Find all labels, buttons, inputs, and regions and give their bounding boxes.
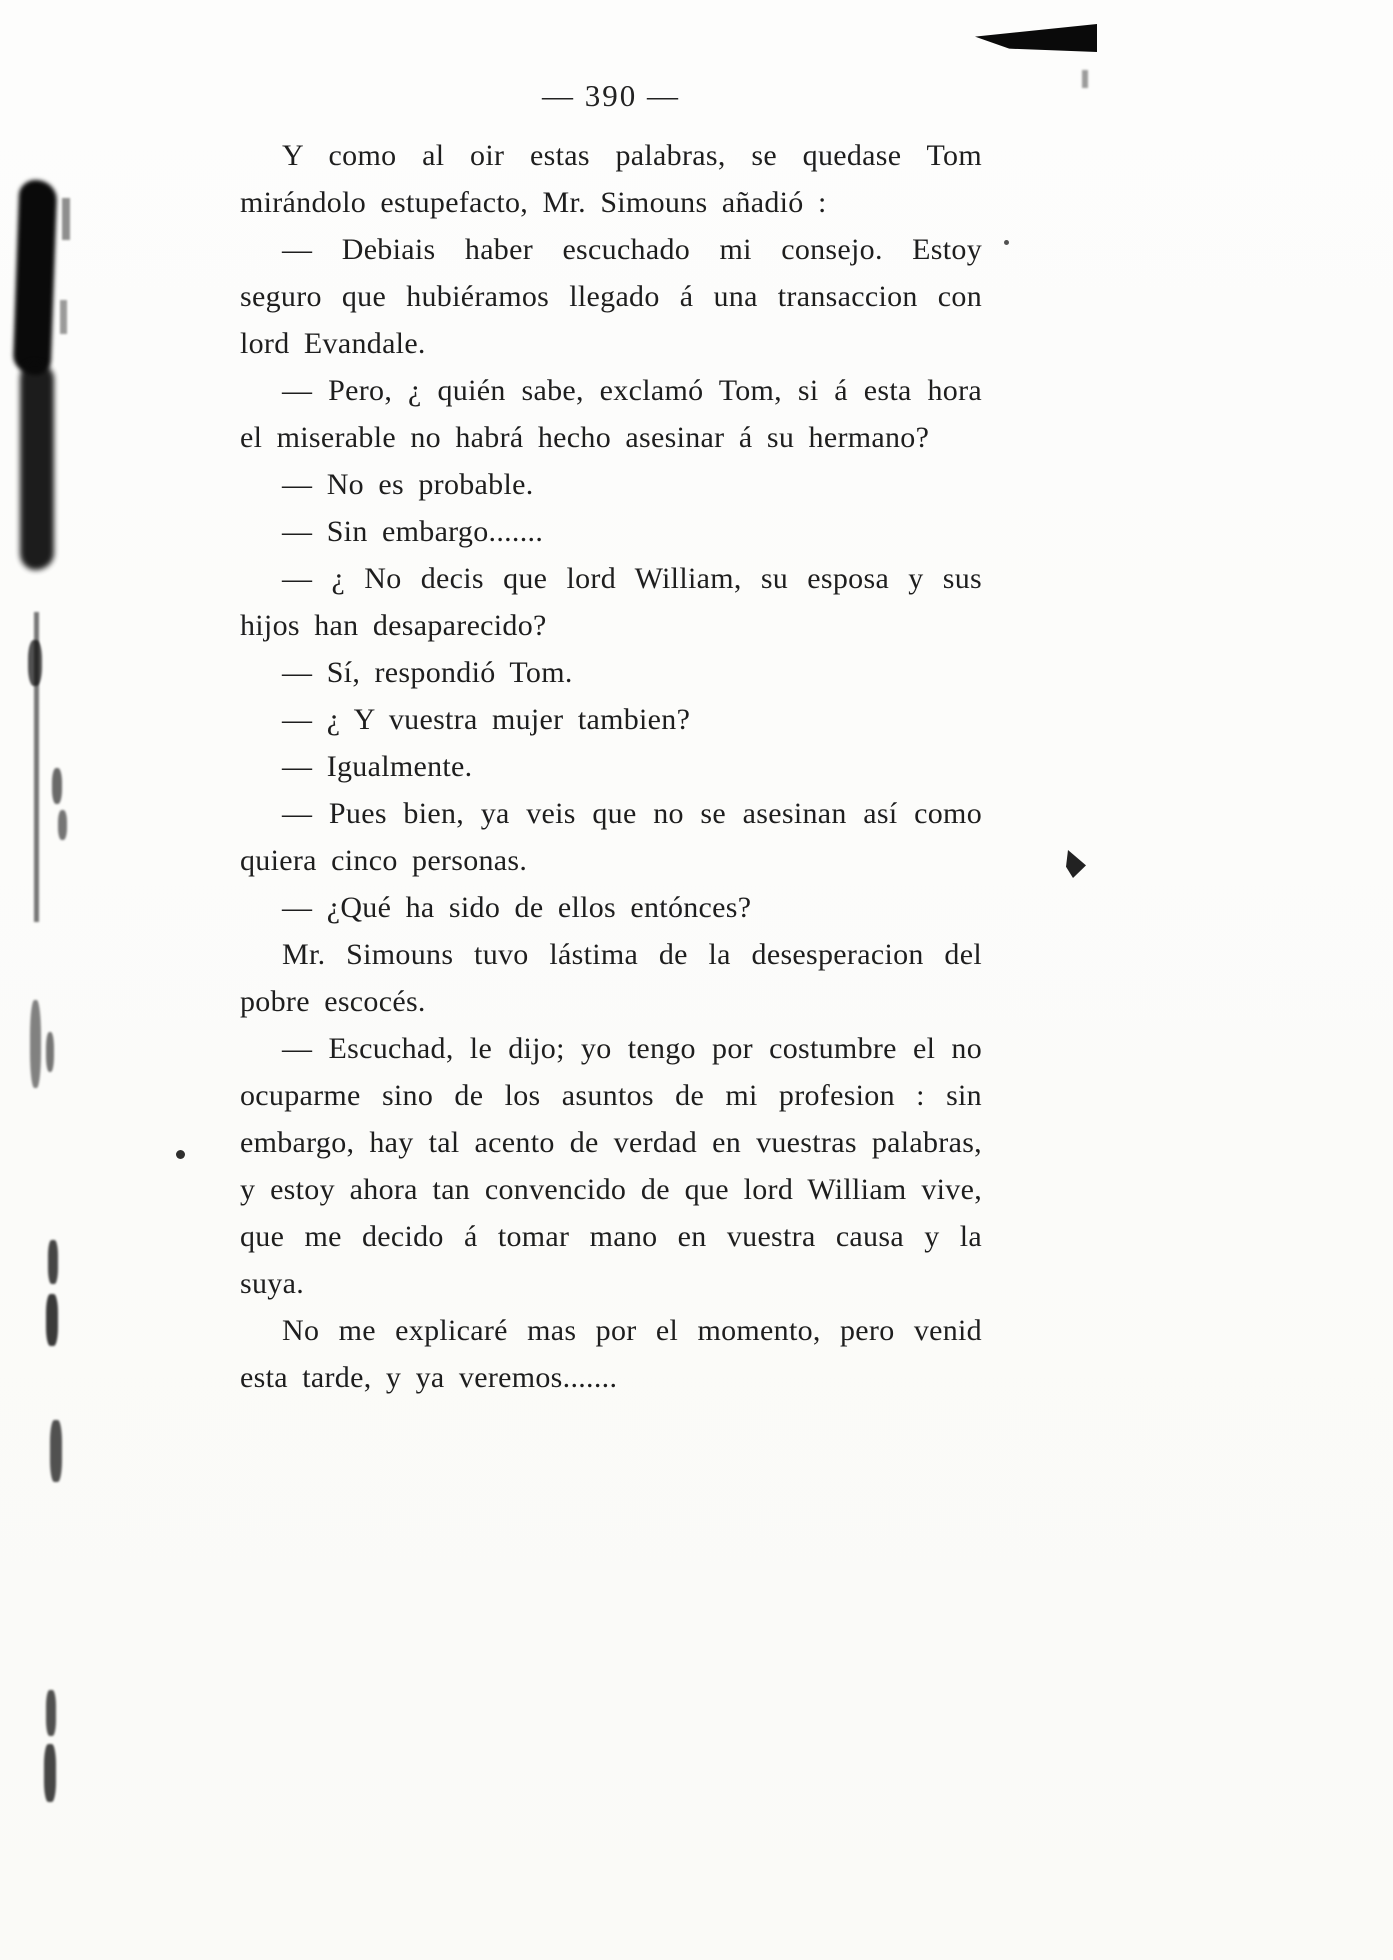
scan-artifact-dot-1 [176,1150,185,1159]
scan-artifact-left-mark-6 [48,1240,58,1284]
paragraph-12: Mr. Simouns tuvo lástima de la desesperacion del pobre escocés. [240,938,982,1018]
scan-artifact-left-tick-1 [62,198,70,240]
scan-artifact-left-mark-3 [58,810,67,840]
paragraph-14: No me explicaré mas por el momento, pero venid esta tarde, y ya veremos....... [240,1314,982,1394]
paragraph-4: — No es probable. [282,468,534,501]
scan-artifact-left-mark-8 [50,1420,62,1482]
scan-artifact-left-mark-5 [46,1032,54,1072]
scan-artifact-left-mark-10 [44,1744,56,1802]
scan-artifact-left-mark-1 [28,640,42,686]
scan-artifact-left-tick-2 [60,300,67,334]
scan-artifact-speck-1 [1004,240,1009,245]
paragraph-1: Y como al oir estas palabras, se quedase Tom mirándolo estupefacto, Mr. Simouns añadió : [240,139,982,219]
scan-artifact-left-blotch-2 [20,362,54,570]
paragraph-13: — Escuchad, le dijo; yo tengo por costumbre el no ocuparme sino de los asuntos de mi profesion : sin embargo, hay tal acento de verdad en vuestras palabras, y estoy ahora tan convencido de que lord William vive, que me decido á tomar mano en vuestra causa y la suya. [240,1032,982,1300]
paragraph-2: — Debiais haber escuchado mi consejo. Estoy seguro que hubiéramos llegado á una transaccion con lord Evandale. [240,233,982,360]
text-block [240,132,982,1401]
paragraph-10: — Pues bien, ya veis que no se asesinan así como quiera cinco personas. [240,797,982,877]
paragraph-11: — ¿Qué ha sido de ellos entónces? [282,891,752,924]
scan-artifact-corner-wedge [975,24,1097,52]
paragraph-6: — ¿ No decis que lord William, su esposa y sus hijos han desaparecido? [240,562,982,642]
paragraph-3: — Pero, ¿ quién sabe, exclamó Tom, si á esta hora el miserable no habrá hecho asesinar á su hermano? [240,374,982,454]
scan-artifact-left-mark-4 [30,1000,41,1088]
scan-artifact-left-mark-2 [52,768,62,804]
paragraph-5: — Sin embargo....... [282,515,544,548]
scan-artifact-speck-2 [1082,70,1088,88]
scan-artifact-right-mark [1066,850,1086,878]
scan-artifact-left-mark-7 [46,1294,58,1346]
paragraph-8: — ¿ Y vuestra mujer tambien? [282,703,691,736]
page-number: — 390 — [542,78,680,113]
scan-artifact-left-blotch-1 [13,179,58,375]
scan-artifact-left-line [34,612,39,922]
paragraph-9: — Igualmente. [282,750,473,783]
scan-artifact-left-mark-9 [46,1690,56,1736]
paragraph-7: — Sí, respondió Tom. [282,656,573,689]
